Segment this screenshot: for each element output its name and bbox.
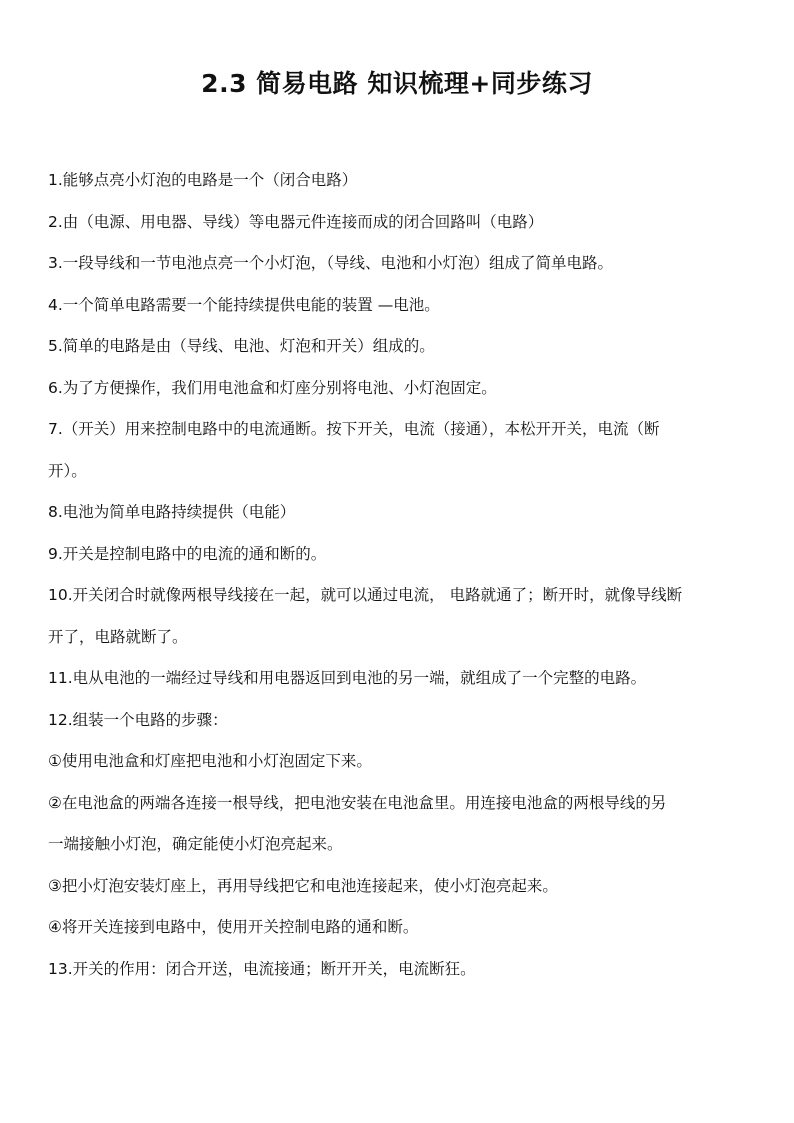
text-line: 8.电池为简单电路持续提供（电能） [48, 503, 296, 521]
document-title: 2.3 简易电路 知识梳理+同步练习 [201, 69, 593, 98]
text-line: ②在电池盒的两端各连接一根导线，把电池安装在电池盒里。用连接电池盒的两根导线的另 [48, 793, 667, 812]
text-line: ③把小灯泡安装灯座上，再用导线把它和电池连接起来，使小灯泡亮起来。 [48, 876, 558, 895]
text-line: 11.电从电池的一端经过导线和用电器返回到电池的另一端，就组成了一个完整的电路。 [48, 669, 647, 687]
text-line: 13.开关的作用：闭合开送，电流接通；断开开关，电流断狂。 [48, 959, 476, 978]
document-body [48, 160, 748, 990]
text-line: 7.（开关）用来控制电路中的电流通断。按下开关，电流（接通），本松开开关，电流（断 [48, 420, 660, 438]
text-line: 2.由（电源、用电器、导线）等电器元件连接而成的闭合回路叫（电路） [48, 212, 544, 231]
text-line: 9.开关是控制电路中的电流的通和断的。 [48, 544, 327, 563]
text-line: ①使用电池盒和灯座把电池和小灯泡固定下来。 [48, 752, 372, 770]
text-line: 12.组装一个电路的步骤： [48, 710, 228, 729]
text-line: 1.能够点亮小灯泡的电路是一个（闭合电路） [48, 171, 358, 189]
text-line: 5.简单的电路是由（导线、电池、灯泡和开关）组成的。 [48, 337, 435, 355]
text-line: 3.一段导线和一节电池点亮一个小灯泡，（导线、电池和小灯泡）组成了简单电路。 [48, 254, 614, 272]
text-line: 一端接触小灯泡，确定能使小灯泡亮起来。 [48, 835, 343, 853]
text-line: 开）。 [48, 461, 87, 480]
text-line: 10.开关闭合时就像两根导线接在一起，就可以通过电流， 电路就通了；断开时，就像导线断 [48, 586, 683, 604]
text-line: ④将开关连接到电路中，使用开关控制电路的通和断。 [48, 918, 419, 936]
text-line: 4.一个简单电路需要一个能持续提供电能的装置 —电池。 [48, 295, 440, 314]
text-line: 开了，电路就断了。 [48, 627, 188, 646]
text-line: 6.为了方便操作，我们用电池盒和灯座分别将电池、小灯泡固定。 [48, 378, 497, 397]
